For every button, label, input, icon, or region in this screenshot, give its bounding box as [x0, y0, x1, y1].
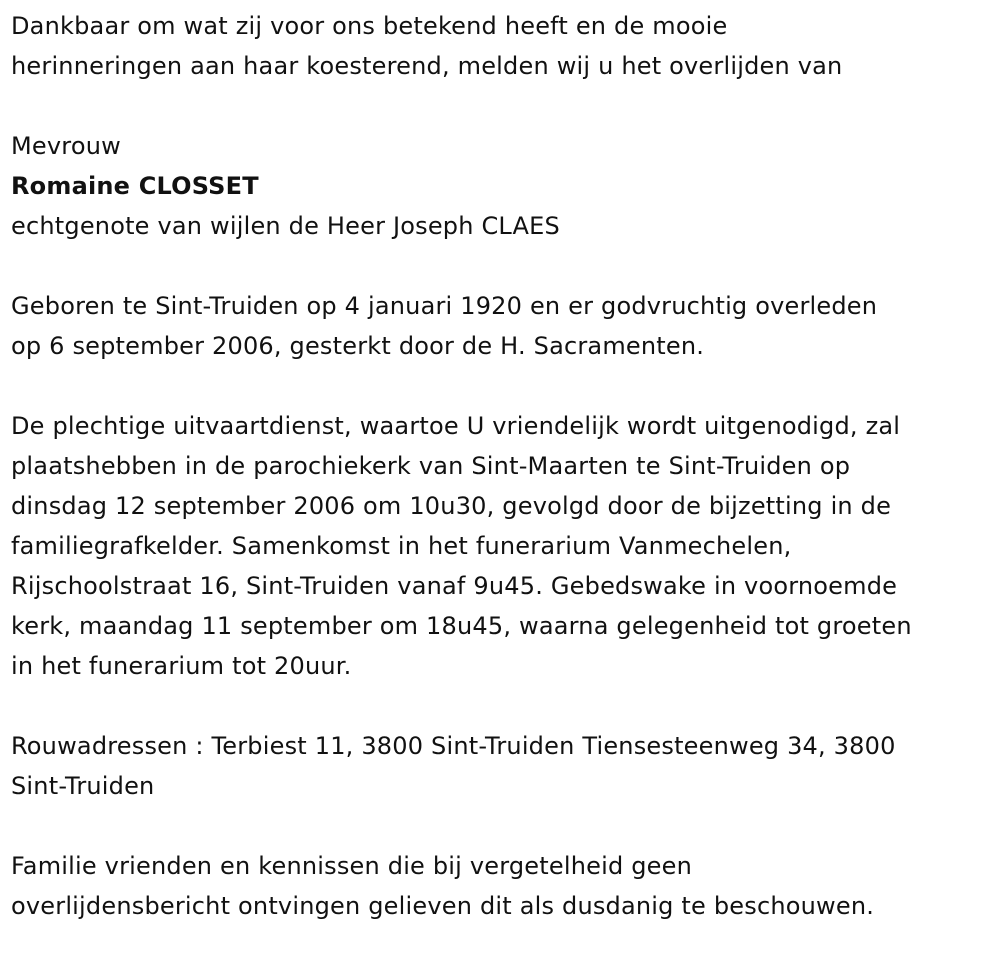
spacer	[11, 806, 1000, 846]
birth-death-paragraph	[11, 286, 1000, 366]
text-line: dinsdag 12 september 2006 om 10u30, gevolgd door de bijzetting in de	[11, 492, 892, 520]
text-line: plaatshebben in de parochiekerk van Sint-Maarten te Sint-Truiden op	[11, 452, 851, 480]
funeral-paragraph	[11, 406, 1000, 686]
spacer	[11, 86, 1000, 126]
deceased-name: Romaine CLOSSET	[11, 172, 259, 200]
spacer	[11, 686, 1000, 726]
spacer	[11, 366, 1000, 406]
addresses-paragraph	[11, 726, 1000, 806]
text-line: De plechtige uitvaartdienst, waartoe U vriendelijk wordt uitgenodigd, zal	[11, 412, 901, 440]
text-line: Geboren te Sint-Truiden op 4 januari 1920 en er godvruchtig overleden	[11, 292, 878, 320]
text-line: Familie vrienden en kennissen die bij vergetelheid geen	[11, 852, 692, 880]
honorific: Mevrouw	[11, 132, 121, 160]
intro-paragraph	[11, 6, 1000, 86]
text-line: Rouwadressen : Terbiest 11, 3800 Sint-Truiden Tiensesteenweg 34, 3800	[11, 732, 896, 760]
text-line: Rijschoolstraat 16, Sint-Truiden vanaf 9u45. Gebedswake in voornoemde	[11, 572, 898, 600]
text-line: Sint-Truiden	[11, 772, 155, 800]
spouse-line: echtgenote van wijlen de Heer Joseph CLAES	[11, 212, 560, 240]
text-line: kerk, maandag 11 september om 18u45, waarna gelegenheid tot groeten	[11, 612, 912, 640]
text-line: op 6 september 2006, gesterkt door de H. Sacramenten.	[11, 332, 705, 360]
text-line: herinneringen aan haar koesterend, melden wij u het overlijden van	[11, 52, 843, 80]
text-line: familiegrafkelder. Samenkomst in het funerarium Vanmechelen,	[11, 532, 792, 560]
text-line: in het funerarium tot 20uur.	[11, 652, 352, 680]
text-line: overlijdensbericht ontvingen gelieven dit als dusdanig te beschouwen.	[11, 892, 875, 920]
closing-paragraph	[11, 846, 1000, 926]
spacer	[11, 246, 1000, 286]
text-line: Dankbaar om wat zij voor ons betekend heeft en de mooie	[11, 12, 728, 40]
